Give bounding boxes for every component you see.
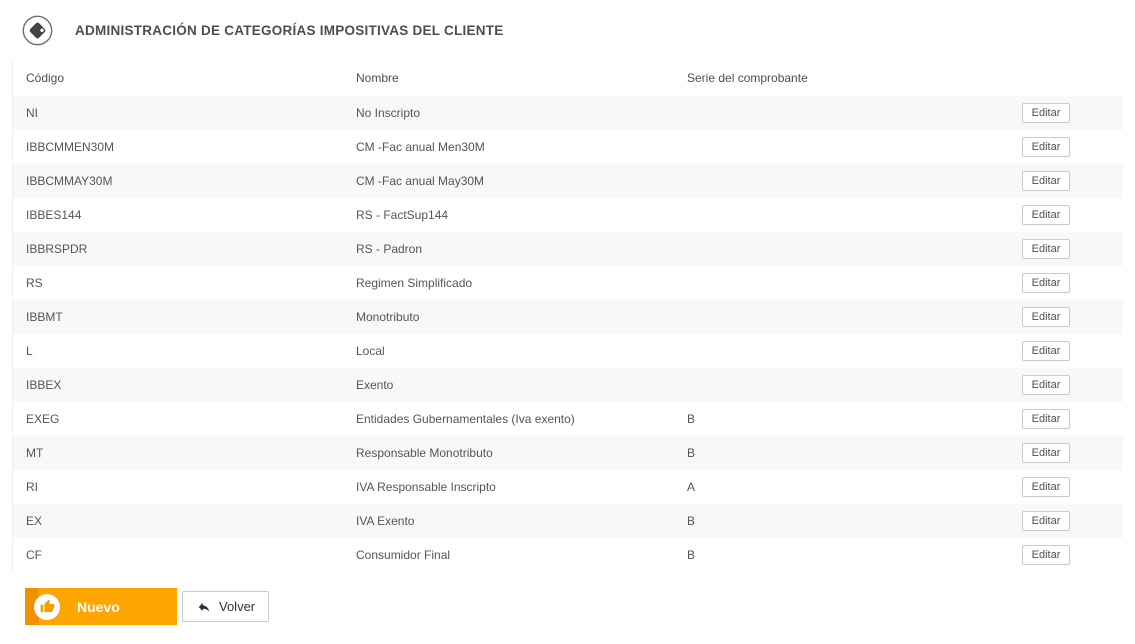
row-actions bbox=[999, 477, 1123, 497]
editar-button[interactable]: Editar bbox=[1022, 443, 1070, 463]
row-serie: B bbox=[687, 514, 696, 528]
row-codigo: IBBMT bbox=[26, 310, 63, 324]
editar-button[interactable]: Editar bbox=[1022, 137, 1070, 157]
row-actions bbox=[999, 341, 1123, 361]
row-codigo: IBBES144 bbox=[26, 208, 82, 222]
column-header-serie: Serie del comprobante bbox=[687, 71, 808, 85]
row-serie: B bbox=[687, 446, 696, 460]
row-nombre: Regimen Simplificado bbox=[356, 276, 473, 290]
row-actions bbox=[999, 205, 1123, 225]
thumbs-up-icon bbox=[34, 594, 60, 620]
row-nombre: CM -Fac anual May30M bbox=[356, 174, 485, 188]
row-codigo: IBBCMMAY30M bbox=[26, 174, 113, 188]
editar-button[interactable]: Editar bbox=[1022, 511, 1070, 531]
row-codigo: EXEG bbox=[26, 412, 60, 426]
row-nombre: Entidades Gubernamentales (Iva exento) bbox=[356, 412, 575, 426]
editar-button[interactable]: Editar bbox=[1022, 239, 1070, 259]
table-row bbox=[13, 130, 1123, 164]
row-codigo: RS bbox=[26, 276, 43, 290]
table-row bbox=[13, 538, 1123, 572]
row-codigo: IBBCMMEN30M bbox=[26, 140, 115, 154]
table-row bbox=[13, 198, 1123, 232]
nuevo-button[interactable] bbox=[25, 588, 177, 625]
editar-button[interactable]: Editar bbox=[1022, 477, 1070, 497]
row-codigo: CF bbox=[26, 548, 42, 562]
table-row bbox=[13, 334, 1123, 368]
editar-button[interactable]: Editar bbox=[1022, 375, 1070, 395]
row-nombre: Monotributo bbox=[356, 310, 420, 324]
editar-button[interactable]: Editar bbox=[1022, 341, 1070, 361]
row-codigo: L bbox=[26, 344, 33, 358]
row-nombre: Responsable Monotributo bbox=[356, 446, 493, 460]
row-actions bbox=[999, 443, 1123, 463]
row-nombre: Consumidor Final bbox=[356, 548, 451, 562]
row-codigo: IBBRSPDR bbox=[26, 242, 88, 256]
row-nombre: No Inscripto bbox=[356, 106, 421, 120]
table-row bbox=[13, 504, 1123, 538]
row-actions bbox=[999, 137, 1123, 157]
row-nombre: Exento bbox=[356, 378, 394, 392]
row-serie: B bbox=[687, 548, 696, 562]
back-arrow-icon bbox=[196, 600, 212, 614]
row-nombre: CM -Fac anual Men30M bbox=[356, 140, 485, 154]
editar-button[interactable]: Editar bbox=[1022, 171, 1070, 191]
table-row bbox=[13, 368, 1123, 402]
table-row bbox=[13, 232, 1123, 266]
volver-button-label: Volver bbox=[219, 599, 256, 614]
row-nombre: IVA Exento bbox=[356, 514, 415, 528]
row-serie: B bbox=[687, 412, 696, 426]
table-row bbox=[13, 436, 1123, 470]
row-codigo: MT bbox=[26, 446, 44, 460]
page-title: ADMINISTRACIÓN DE CATEGORÍAS IMPOSITIVAS DEL CLIENTE bbox=[75, 22, 504, 38]
row-codigo: EX bbox=[26, 514, 43, 528]
editar-button[interactable]: Editar bbox=[1022, 205, 1070, 225]
page-header bbox=[0, 0, 1135, 60]
editar-button[interactable]: Editar bbox=[1022, 409, 1070, 429]
row-actions bbox=[999, 273, 1123, 293]
row-actions bbox=[999, 103, 1123, 123]
editar-button[interactable]: Editar bbox=[1022, 273, 1070, 293]
tag-icon bbox=[22, 15, 53, 46]
row-codigo: NI bbox=[26, 106, 38, 120]
row-nombre: RS - FactSup144 bbox=[356, 208, 449, 222]
row-nombre: IVA Responsable Inscripto bbox=[356, 480, 496, 494]
column-header-nombre: Nombre bbox=[356, 71, 399, 85]
table-row bbox=[13, 266, 1123, 300]
editar-button[interactable]: Editar bbox=[1022, 103, 1070, 123]
row-actions bbox=[999, 511, 1123, 531]
volver-button[interactable] bbox=[182, 591, 269, 622]
row-actions bbox=[999, 545, 1123, 565]
row-actions bbox=[999, 307, 1123, 327]
table-row bbox=[13, 470, 1123, 504]
table-row bbox=[13, 300, 1123, 334]
editar-button[interactable]: Editar bbox=[1022, 545, 1070, 565]
row-actions bbox=[999, 409, 1123, 429]
categories-table bbox=[12, 60, 1123, 572]
row-actions bbox=[999, 171, 1123, 191]
row-actions bbox=[999, 375, 1123, 395]
table-row bbox=[13, 96, 1123, 130]
nuevo-button-label: Nuevo bbox=[77, 598, 120, 615]
footer-actions bbox=[25, 588, 1135, 625]
table-header-row bbox=[13, 60, 1123, 96]
row-codigo: RI bbox=[26, 480, 38, 494]
column-header-codigo: Código bbox=[26, 71, 65, 85]
row-actions bbox=[999, 239, 1123, 259]
editar-button[interactable]: Editar bbox=[1022, 307, 1070, 327]
table-row bbox=[13, 402, 1123, 436]
row-nombre: Local bbox=[356, 344, 385, 358]
row-nombre: RS - Padron bbox=[356, 242, 423, 256]
table-row bbox=[13, 164, 1123, 198]
row-serie: A bbox=[687, 480, 696, 494]
row-codigo: IBBEX bbox=[26, 378, 62, 392]
table-body bbox=[13, 96, 1123, 572]
